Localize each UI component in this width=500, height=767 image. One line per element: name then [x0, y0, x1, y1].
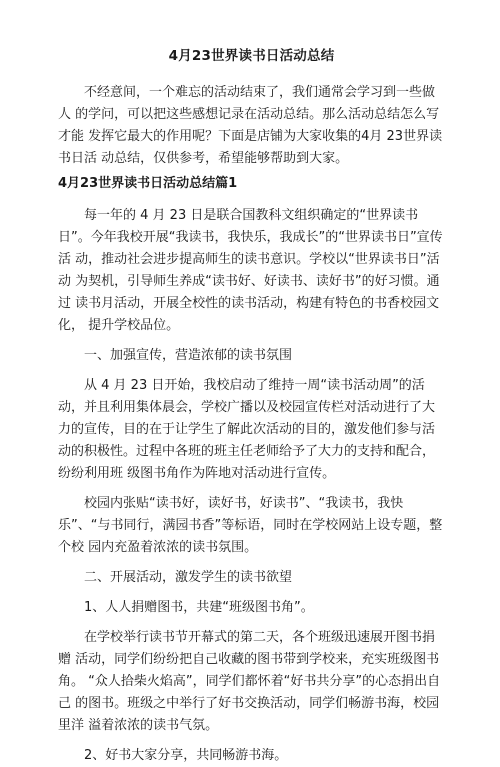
body-paragraph: 校园内张贴“读书好，读好书，好读书”、“我读书，我快乐”、“与书同行，满园书香”等标语，同时在学校网站上设专题，整个校 园内充盈着浓浓的读书氛围。 [58, 496, 443, 555]
subheading-donate-books: 1、人人捐赠图书，共建“班级图书角”。 [58, 600, 314, 615]
body-paragraph: 每一年的 4 月 23 日是联合国教科文组织确定的“世界读书日”。今年我校开展“我读书，我快乐，我成长”的“世界读书日”宣传活 动，推动社会进步提高师生的读书意识。学校以“世界读书日”活动 为契机，引导师生养成“读书好、好读书、读好书”的好习惯。通过 读书月活动，开展全校性的读书活动，构建有特色的书香校园文化， 提升学校品位。 [58, 208, 443, 333]
subheading-activities: 二、开展活动，激发学生的读书欲望 [58, 570, 293, 585]
intro-paragraph: 不经意间，一个难忘的活动结束了，我们通常会学习到一些做人 的学问，可以把这些感想记录在活动总结。那么活动总结怎么写才能 发挥它最大的作用呢？下面是店铺为大家收集的4月 23世界读书日活 动总结，仅供参考，希望能够帮助到大家。 [58, 85, 443, 166]
subheading-publicity: 一、加强宣传，营造浓郁的读书氛围 [58, 348, 293, 363]
body-paragraph: 在学校举行读书节开幕式的第二天，各个班级迅速展开图书捐赠 活动，同学们纷纷把自己收藏的图书带到学校来，充实班级图书角。 “众人拾柴火焰高”，同学们都怀着“好书共分享”的心态捐出自己 的图书。班级之中举行了好书交换活动，同学们畅游书海，校园里洋 溢着浓浓的读书气氛。 [58, 630, 441, 733]
subheading-share-books: 2、好书大家分享，共同畅游书海。 [58, 748, 288, 763]
document-title: 4月23世界读书日活动总结 [168, 48, 335, 64]
body-paragraph: 从 4 月 23 日开始，我校启动了维持一周“读书活动周”的活动，并且利用集体晨会，学校广播以及校园宣传栏对活动进行了大力的宣传，目的在于让学生了解此次活动的目的，激发他们参与活动的积极性。过程中各班的班主任老师给予了大力的支持和配合，纷纷利用班 级图书角作为阵地对活动进行宣传。 [58, 378, 436, 481]
section-heading: 4月23世界读书日活动总结篇1 [58, 176, 238, 191]
